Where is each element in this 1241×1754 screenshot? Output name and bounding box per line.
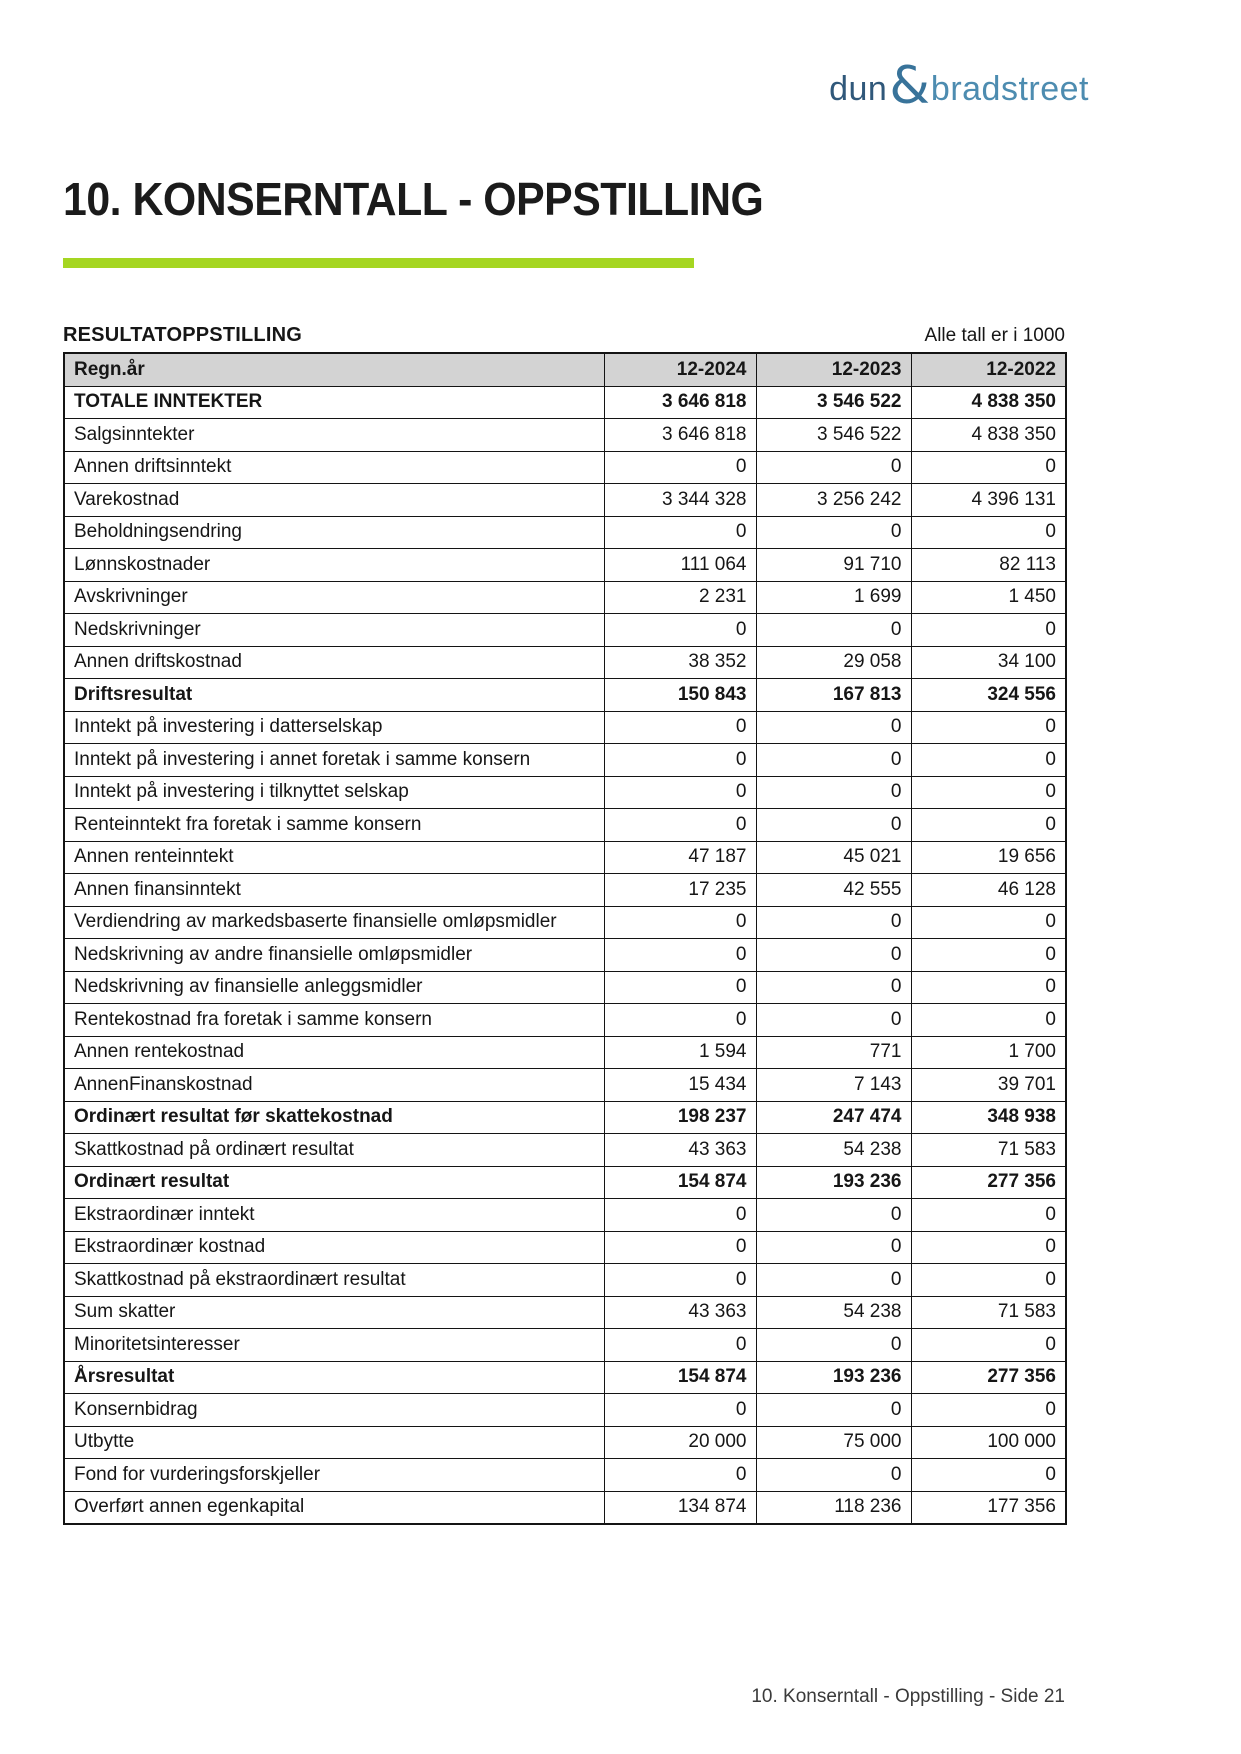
row-value: 3 646 818 (604, 419, 756, 452)
unit-note: Alle tall er i 1000 (924, 325, 1065, 346)
row-label: Skattkostnad på ordinært resultat (64, 1134, 604, 1167)
row-value: 0 (756, 776, 911, 809)
table-row (64, 906, 1066, 939)
page-title: 10. KONSERNTALL - OPPSTILLING (63, 173, 764, 225)
row-label: Ordinært resultat (64, 1166, 604, 1199)
row-value: 0 (911, 1329, 1066, 1362)
row-label: Inntekt på investering i annet foretak i samme konsern (64, 744, 604, 777)
row-label: Lønnskostnader (64, 549, 604, 582)
table-row (64, 874, 1066, 907)
row-value: 277 356 (911, 1166, 1066, 1199)
row-value: 0 (756, 1199, 911, 1232)
table-row (64, 1231, 1066, 1264)
row-value: 134 874 (604, 1491, 756, 1524)
row-value: 0 (756, 1394, 911, 1427)
row-value: 1 700 (911, 1036, 1066, 1069)
row-value: 0 (604, 614, 756, 647)
table-row (64, 646, 1066, 679)
row-value: 0 (604, 1231, 756, 1264)
row-value: 0 (756, 516, 911, 549)
row-value: 82 113 (911, 549, 1066, 582)
row-value: 0 (756, 939, 911, 972)
row-value: 1 594 (604, 1036, 756, 1069)
row-value: 111 064 (604, 549, 756, 582)
row-label: Konsernbidrag (64, 1394, 604, 1427)
row-value: 0 (604, 1004, 756, 1037)
row-value: 0 (604, 1199, 756, 1232)
row-value: 0 (756, 1459, 911, 1492)
row-value: 0 (604, 939, 756, 972)
row-value: 0 (604, 1394, 756, 1427)
header-12-2022: 12-2022 (911, 353, 1066, 386)
row-value: 0 (756, 1231, 911, 1264)
row-label: Verdiendring av markedsbaserte finansielle omløpsmidler (64, 906, 604, 939)
row-value: 19 656 (911, 841, 1066, 874)
row-label: Annen renteinntekt (64, 841, 604, 874)
row-value: 0 (911, 451, 1066, 484)
row-value: 3 546 522 (756, 386, 911, 419)
title-accent-bar (63, 258, 694, 268)
row-value: 7 143 (756, 1069, 911, 1102)
row-value: 1 699 (756, 581, 911, 614)
table-row (64, 516, 1066, 549)
row-value: 42 555 (756, 874, 911, 907)
table-row (64, 1101, 1066, 1134)
row-value: 1 450 (911, 581, 1066, 614)
row-value: 0 (911, 1004, 1066, 1037)
header-12-2023: 12-2023 (756, 353, 911, 386)
resultat-table-body (64, 386, 1066, 1524)
row-value: 0 (604, 711, 756, 744)
row-label: Sum skatter (64, 1296, 604, 1329)
row-value: 277 356 (911, 1361, 1066, 1394)
table-row (64, 744, 1066, 777)
row-value: 247 474 (756, 1101, 911, 1134)
row-label: Annen finansinntekt (64, 874, 604, 907)
row-value: 0 (604, 451, 756, 484)
table-row (64, 1426, 1066, 1459)
row-label: Beholdningsendring (64, 516, 604, 549)
row-label: Annen driftsinntekt (64, 451, 604, 484)
row-label: Årsresultat (64, 1361, 604, 1394)
table-row (64, 1459, 1066, 1492)
row-label: Overført annen egenkapital (64, 1491, 604, 1524)
row-value: 771 (756, 1036, 911, 1069)
row-value: 0 (604, 1264, 756, 1297)
table-row (64, 711, 1066, 744)
row-value: 0 (756, 451, 911, 484)
row-value: 198 237 (604, 1101, 756, 1134)
table-row (64, 1491, 1066, 1524)
row-value: 4 396 131 (911, 484, 1066, 517)
row-value: 0 (756, 711, 911, 744)
row-value: 43 363 (604, 1296, 756, 1329)
table-row (64, 1296, 1066, 1329)
row-label: Nedskrivning av finansielle anleggsmidler (64, 971, 604, 1004)
table-row (64, 1199, 1066, 1232)
row-value: 0 (911, 776, 1066, 809)
row-value: 0 (604, 1329, 756, 1362)
row-value: 0 (911, 1459, 1066, 1492)
table-row (64, 1264, 1066, 1297)
row-label: Inntekt på investering i datterselskap (64, 711, 604, 744)
row-value: 0 (756, 971, 911, 1004)
row-value: 118 236 (756, 1491, 911, 1524)
row-value: 0 (756, 614, 911, 647)
table-row (64, 1361, 1066, 1394)
table-row (64, 419, 1066, 452)
row-value: 47 187 (604, 841, 756, 874)
row-label: Avskrivninger (64, 581, 604, 614)
logo-ampersand-icon: & (889, 56, 930, 116)
row-value: 29 058 (756, 646, 911, 679)
table-row (64, 939, 1066, 972)
row-value: 167 813 (756, 679, 911, 712)
row-value: 71 583 (911, 1134, 1066, 1167)
row-value: 100 000 (911, 1426, 1066, 1459)
table-row (64, 549, 1066, 582)
table-row (64, 386, 1066, 419)
table-row (64, 1069, 1066, 1102)
header-12-2024: 12-2024 (604, 353, 756, 386)
row-value: 20 000 (604, 1426, 756, 1459)
resultat-table (63, 352, 1067, 1525)
row-value: 2 231 (604, 581, 756, 614)
table-row (64, 841, 1066, 874)
row-label: Varekostnad (64, 484, 604, 517)
logo-text-bradstreet: bradstreet (930, 70, 1089, 108)
row-value: 3 546 522 (756, 419, 911, 452)
row-value: 324 556 (911, 679, 1066, 712)
row-value: 71 583 (911, 1296, 1066, 1329)
row-value: 45 021 (756, 841, 911, 874)
table-row (64, 1036, 1066, 1069)
dun-bradstreet-logo (829, 56, 1089, 116)
row-value: 3 646 818 (604, 386, 756, 419)
row-value: 4 838 350 (911, 386, 1066, 419)
row-value: 0 (911, 1264, 1066, 1297)
table-row (64, 1329, 1066, 1362)
row-value: 0 (911, 744, 1066, 777)
row-label: Skattkostnad på ekstraordinært resultat (64, 1264, 604, 1297)
row-value: 154 874 (604, 1361, 756, 1394)
row-value: 3 344 328 (604, 484, 756, 517)
row-value: 0 (604, 516, 756, 549)
row-label: AnnenFinanskostnad (64, 1069, 604, 1102)
row-value: 193 236 (756, 1166, 911, 1199)
row-value: 91 710 (756, 549, 911, 582)
row-label: Annen rentekostnad (64, 1036, 604, 1069)
row-value: 150 843 (604, 679, 756, 712)
row-label: Driftsresultat (64, 679, 604, 712)
row-value: 0 (911, 939, 1066, 972)
row-value: 0 (604, 971, 756, 1004)
row-value: 0 (604, 744, 756, 777)
row-value: 38 352 (604, 646, 756, 679)
row-value: 193 236 (756, 1361, 911, 1394)
row-label: Nedskrivninger (64, 614, 604, 647)
row-value: 0 (911, 971, 1066, 1004)
row-value: 348 938 (911, 1101, 1066, 1134)
table-row (64, 1004, 1066, 1037)
row-value: 75 000 (756, 1426, 911, 1459)
row-label: Fond for vurderingsforskjeller (64, 1459, 604, 1492)
row-label: Inntekt på investering i tilknyttet selskap (64, 776, 604, 809)
row-value: 154 874 (604, 1166, 756, 1199)
row-value: 0 (911, 809, 1066, 842)
row-value: 3 256 242 (756, 484, 911, 517)
row-value: 4 838 350 (911, 419, 1066, 452)
row-label: Minoritetsinteresser (64, 1329, 604, 1362)
row-label: Salgsinntekter (64, 419, 604, 452)
row-value: 39 701 (911, 1069, 1066, 1102)
row-value: 177 356 (911, 1491, 1066, 1524)
table-row (64, 971, 1066, 1004)
row-label: Ekstraordinær inntekt (64, 1199, 604, 1232)
table-row (64, 1166, 1066, 1199)
row-value: 0 (756, 1264, 911, 1297)
header-regnar: Regn.år (64, 353, 604, 386)
table-row (64, 679, 1066, 712)
row-value: 54 238 (756, 1134, 911, 1167)
row-value: 0 (604, 906, 756, 939)
row-label: TOTALE INNTEKTER (64, 386, 604, 419)
row-label: Annen driftskostnad (64, 646, 604, 679)
row-value: 0 (604, 776, 756, 809)
row-value: 0 (756, 906, 911, 939)
table-row (64, 614, 1066, 647)
row-value: 0 (604, 1459, 756, 1492)
row-value: 0 (911, 614, 1066, 647)
row-value: 46 128 (911, 874, 1066, 907)
row-value: 54 238 (756, 1296, 911, 1329)
table-row (64, 451, 1066, 484)
row-value: 43 363 (604, 1134, 756, 1167)
row-value: 0 (604, 809, 756, 842)
row-value: 0 (756, 1004, 911, 1037)
row-value: 0 (911, 1394, 1066, 1427)
row-value: 15 434 (604, 1069, 756, 1102)
row-label: Rentekostnad fra foretak i samme konsern (64, 1004, 604, 1037)
section-title: RESULTATOPPSTILLING (63, 324, 302, 346)
row-value: 0 (911, 516, 1066, 549)
row-value: 0 (911, 906, 1066, 939)
row-value: 0 (756, 809, 911, 842)
table-header-row (64, 353, 1066, 386)
table-row (64, 1134, 1066, 1167)
row-value: 34 100 (911, 646, 1066, 679)
row-value: 0 (911, 1231, 1066, 1264)
logo-text-dun: dun (829, 70, 888, 108)
row-label: Utbytte (64, 1426, 604, 1459)
row-label: Ekstraordinær kostnad (64, 1231, 604, 1264)
table-row (64, 581, 1066, 614)
row-value: 0 (756, 744, 911, 777)
row-label: Ordinært resultat før skattekostnad (64, 1101, 604, 1134)
row-value: 0 (911, 1199, 1066, 1232)
table-row (64, 809, 1066, 842)
page-footer: 10. Konserntall - Oppstilling - Side 21 (751, 1686, 1065, 1707)
table-row (64, 1394, 1066, 1427)
table-row (64, 484, 1066, 517)
row-label: Nedskrivning av andre finansielle omløpsmidler (64, 939, 604, 972)
row-value: 0 (756, 1329, 911, 1362)
row-label: Renteinntekt fra foretak i samme konsern (64, 809, 604, 842)
table-row (64, 776, 1066, 809)
row-value: 0 (911, 711, 1066, 744)
row-value: 17 235 (604, 874, 756, 907)
table-caption-row (63, 324, 1065, 347)
